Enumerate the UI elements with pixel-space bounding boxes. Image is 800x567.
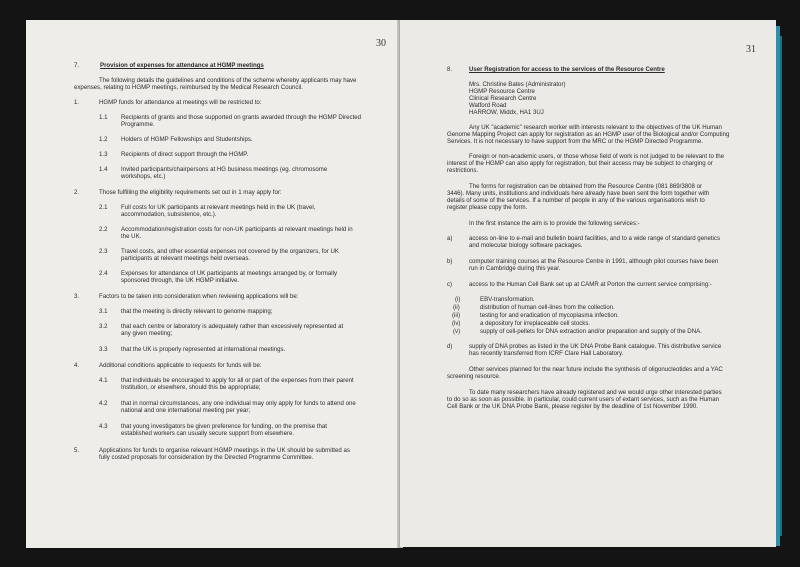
binder-edge-shadow xyxy=(780,36,782,536)
item-number: 4.3 xyxy=(99,423,108,430)
address-line: Watford Road xyxy=(469,102,507,109)
item-number: 4.2 xyxy=(99,400,108,407)
paragraph-number: 4. xyxy=(74,362,80,369)
item-number: 2.2 xyxy=(99,226,108,233)
item-text: accommodation, subsistence, etc.). xyxy=(121,211,217,218)
item-number: 1.1 xyxy=(99,114,108,121)
item-text: Holders of HGMP Fellowships and Studentships. xyxy=(121,136,253,143)
body-line: In the first instance the aim is to provide the following services:- xyxy=(469,220,640,227)
paragraph-text: Factors to be taken into consideration when reviewing applications will be: xyxy=(99,293,299,300)
item-text: Recipients of grants and those supported on grants awarded through the HGMP Directed xyxy=(121,114,362,121)
service-label: b) xyxy=(447,258,453,265)
sub-item-number: (v) xyxy=(453,328,461,335)
body-line: Other services planned for the near future include the synthesis of oligonucleotides and a YAC xyxy=(469,366,723,373)
item-text: any given meeting; xyxy=(121,330,173,337)
item-number: 3.1 xyxy=(99,308,108,315)
body-line: Services. It is not necessary to have support from the MRC or the HGMP Directed Programme. xyxy=(447,138,703,145)
body-line: To date many researchers have already registered and we would urge other interested parties xyxy=(469,389,722,396)
item-text: that individuals be encouraged to apply for all or part of the expenses from their parent xyxy=(121,377,354,384)
service-text: access on-line to e-mail and bulletin board facilities, and to a wide range of standard genetics xyxy=(469,235,721,242)
intro-line: expenses, relating to HGMP meetings, reimbursed by the Medical Research Council. xyxy=(74,84,303,91)
section-heading: Provision of expenses for attendance at HGMP meetings xyxy=(100,62,264,69)
item-text: Travel costs, and other essential expenses not covered by the organizers, for UK xyxy=(121,248,339,255)
body-line: Any UK "academic" research worker with interests relevant to the objectives of the UK Human xyxy=(469,124,722,131)
item-text: Invited participants/chairpersons at HG business meetings (eg. chromosome xyxy=(121,166,328,173)
service-label: c) xyxy=(447,281,453,288)
sub-item-number: (iii) xyxy=(452,312,461,319)
paragraph-text: Additional conditions applicable to requests for funds will be: xyxy=(99,362,262,369)
sub-item-text: supply of cell-pellets for DNA extraction and/or preparation and supply of the DNA. xyxy=(480,328,702,335)
item-number: 3.2 xyxy=(99,323,108,330)
item-text: the UK. xyxy=(121,233,142,240)
service-label: a) xyxy=(447,235,453,242)
service-text: computer training courses at the Resource Centre in 1991, although pilot courses have been xyxy=(469,258,719,265)
item-number: 2.1 xyxy=(99,204,108,211)
item-number: 3.3 xyxy=(99,346,108,353)
paragraph-number: 3. xyxy=(74,293,80,300)
body-line: screening resource. xyxy=(447,373,501,380)
page-number: 31 xyxy=(746,44,756,55)
item-text: that the meeting is directly relevant to genome mapping; xyxy=(121,308,273,315)
item-text: workshops, etc.) xyxy=(121,173,166,180)
service-text: supply of DNA probes as listed in the UK DNA Probe Bank catalogue. This distributive service xyxy=(469,343,722,350)
sub-item-number: (ii) xyxy=(453,304,460,311)
section-number: 8. xyxy=(447,66,453,73)
paragraph-number: 5. xyxy=(74,447,80,454)
sub-item-number: (iv) xyxy=(452,320,461,327)
item-text: that each centre or laboratory is adequately rather than excessively represented at xyxy=(121,323,344,330)
body-line: to do so as soon as possible. In particular, could current users of extant services, such as the Human xyxy=(447,396,719,403)
body-line: 3446). Many units, institutions and individuals here already have been sent the form together with xyxy=(447,190,710,197)
item-text: Accommodation/registration costs for non-UK participants at relevant meetings held in xyxy=(121,226,353,233)
paragraph-text: Those fulfilling the eligibility requirements set out in 1 may apply for: xyxy=(99,189,282,196)
address-line: Clinical Research Centre xyxy=(469,95,537,102)
section-heading: User Registration for access to the services of the Resource Centre xyxy=(469,66,665,73)
paragraph-number: 2. xyxy=(74,189,80,196)
right-page xyxy=(400,20,776,547)
paragraph-text: fully costed proposals for consideration by the Directed Programme Committee. xyxy=(99,454,314,461)
sub-item-text: testing for and eradication of mycoplasma infection. xyxy=(480,312,619,319)
section-number: 7. xyxy=(74,62,80,69)
body-line: The forms for registration can be obtained from the Resource Centre (081 869/3808 or xyxy=(469,183,703,190)
item-text: Expenses for attendance of UK participants at meetings arranged by, or formally xyxy=(121,270,337,277)
sub-item-text: a depository for irreplaceable cell stocks. xyxy=(480,320,591,327)
body-line: register please copy the form. xyxy=(447,204,528,211)
body-line: details of some of the services. If a number of people in any of the various organisations wish to xyxy=(447,197,705,204)
body-line: Cell Bank or the UK DNA Probe Bank, please register by the deadline of 1st November 1990. xyxy=(447,403,698,410)
item-text: participants at relevant meetings held overseas. xyxy=(121,255,251,262)
page-number: 30 xyxy=(376,38,386,49)
address-line: HGMP Resource Centre xyxy=(469,88,535,95)
item-text: that the UK is properly represented at international meetings. xyxy=(121,346,286,353)
item-text: Institution, or elsewhere, should this be appropriate; xyxy=(121,384,261,391)
paragraph-text: Applications for funds to organise relevant HGMP meetings in the UK should be submitted as xyxy=(99,447,350,454)
address-line: Mrs. Christine Bates (Administrator) xyxy=(469,81,566,88)
item-text: Full costs for UK participants at relevant meetings held in the UK (travel, xyxy=(121,204,316,211)
item-text: established workers can usually secure support from elsewhere. xyxy=(121,430,295,437)
item-text: that young investigators be given preference for funding, on the premise that xyxy=(121,423,327,430)
service-text: run in Cambridge during this year. xyxy=(469,265,561,272)
service-text: and molecular biology software packages. xyxy=(469,242,583,249)
item-number: 4.1 xyxy=(99,377,108,384)
item-text: national and one international meeting per year; xyxy=(121,407,251,414)
body-line: restrictions. xyxy=(447,167,479,174)
sub-item-text: EBV-transformation. xyxy=(480,296,535,303)
paragraph-text: HGMP funds for attendance at meetings will be restricted to: xyxy=(99,99,262,106)
service-text: has recently transferred from ICRF Clare Hall Laboratory. xyxy=(469,350,624,357)
item-text: that in normal circumstances, any one individual may only apply for funds to attend one xyxy=(121,400,356,407)
item-text: sponsored through, the UK HGMP initiative. xyxy=(121,277,240,284)
item-number: 1.4 xyxy=(99,166,108,173)
body-line: Foreign or non-academic users, or those whose field of work is not judged to be relevant to the xyxy=(469,153,725,160)
body-line: interest of the HGMP can also apply for registration, but their access may be subject to charging or xyxy=(447,160,713,167)
sub-item-text: distribution of human cell-lines from the collection. xyxy=(480,304,615,311)
paragraph-number: 1. xyxy=(74,99,80,106)
sub-item-number: (i) xyxy=(455,296,461,303)
item-number: 1.3 xyxy=(99,151,108,158)
service-text: access to the Human Cell Bank set up at CAMR at Porton the current service comprising:- xyxy=(469,281,712,288)
address-line: HARROW, Middx, HA1 3UJ xyxy=(469,109,544,116)
item-number: 1.2 xyxy=(99,136,108,143)
item-number: 2.4 xyxy=(99,270,108,277)
left-page xyxy=(26,20,399,548)
intro-line: The following details the guidelines and conditions of the scheme whereby applicants may have xyxy=(99,77,357,84)
item-text: Recipients of direct support through the HGMP. xyxy=(121,151,249,158)
service-label: d) xyxy=(447,343,453,350)
body-line: Genome Mapping Project can apply for registration as an HGMP user of the Biological and/or Computing xyxy=(447,131,730,138)
item-number: 2.3 xyxy=(99,248,108,255)
item-text: Programme. xyxy=(121,121,155,128)
